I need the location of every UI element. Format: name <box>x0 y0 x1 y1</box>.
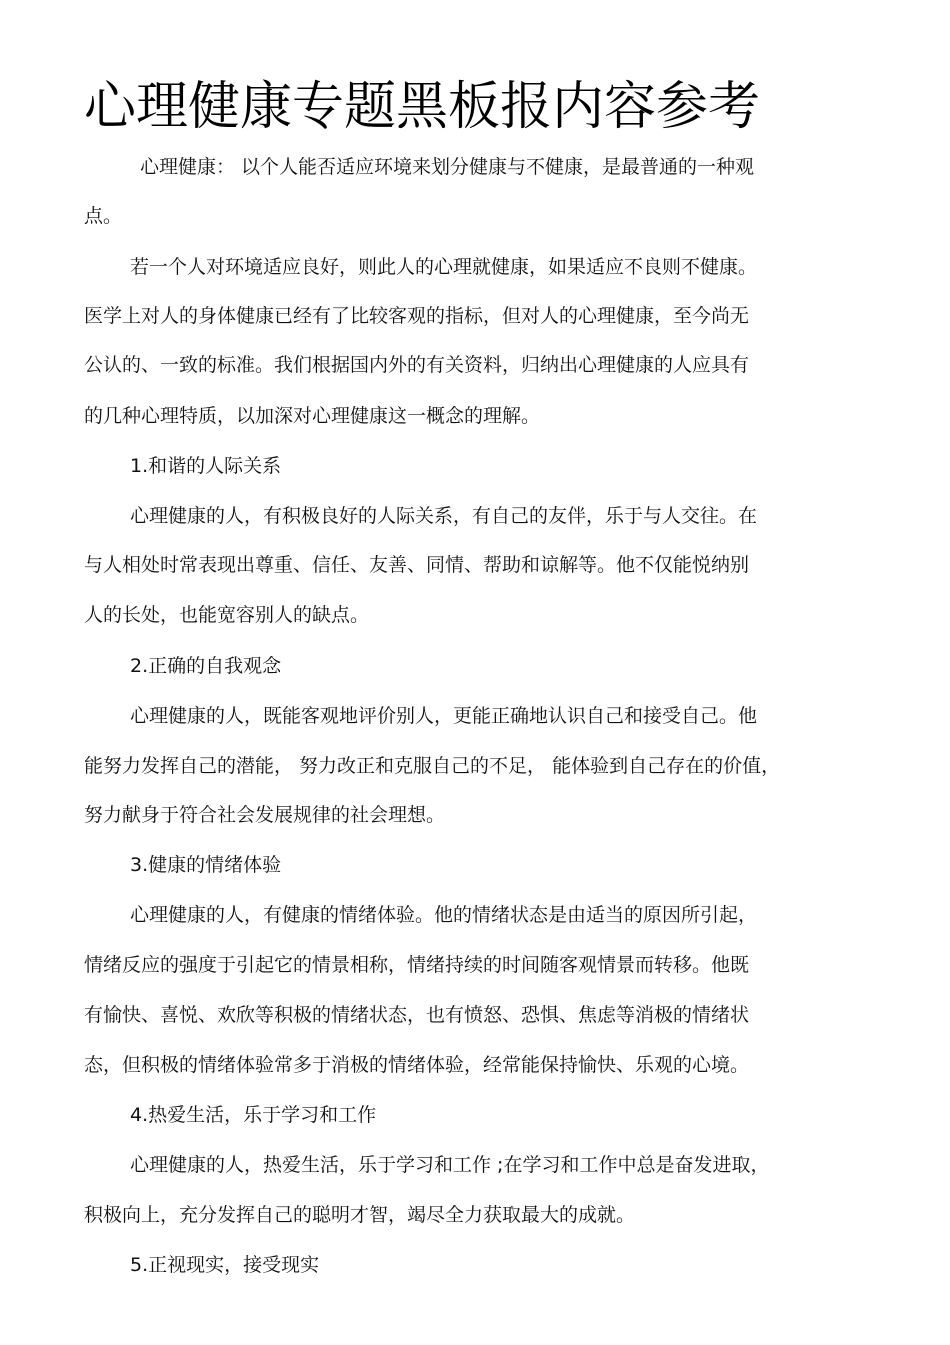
paragraph-line: 心理健康的人，既能客观地评价别人，更能正确地认识自己和接受自己。他 <box>130 705 758 727</box>
paragraph-line: 积极向上，充分发挥自己的聪明才智，竭尽全力获取最大的成就。 <box>84 1204 636 1226</box>
paragraph-line: 能努力发挥自己的潜能， 努力改正和克服自己的不足， 能体验到自己存在的价值， <box>84 755 781 777</box>
paragraph-line: 心理健康的人，热爱生活，乐于学习和工作 ;在学习和工作中总是奋发进取， <box>130 1154 770 1176</box>
paragraph-line: 心理健康的人，有积极良好的人际关系，有自己的友伴，乐于与人交往。在 <box>130 505 758 527</box>
paragraph-line: 情绪反应的强度于引起它的情景相称，情绪持续的时间随客观情景而转移。他既 <box>84 954 750 976</box>
paragraph-line: 心理健康： 以个人能否适应环境来划分健康与不健康，是最普通的一种观 <box>140 156 755 178</box>
section-heading: 1.和谐的人际关系 <box>130 455 282 477</box>
paragraph-line: 的几种心理特质，以加深对心理健康这一概念的理解。 <box>84 405 541 427</box>
paragraph-line: 与人相处时常表现出尊重、信任、友善、同情、帮助和谅解等。他不仅能悦纳别 <box>84 554 750 576</box>
paragraph-line: 态，但积极的情绪体验常多于消极的情绪体验，经常能保持愉快、乐观的心境。 <box>84 1054 750 1076</box>
paragraph-line: 努力献身于符合社会发展规律的社会理想。 <box>84 804 446 826</box>
paragraph-line: 人的长处，也能宽容别人的缺点。 <box>84 604 370 626</box>
section-heading: 2.正确的自我观念 <box>130 655 282 677</box>
paragraph-line: 公认的、一致的标准。我们根据国内外的有关资料，归纳出心理健康的人应具有 <box>84 354 750 376</box>
paragraph-line: 有愉快、喜悦、欢欣等积极的情绪状态，也有愤怒、恐惧、焦虑等消极的情绪状 <box>84 1004 750 1026</box>
section-heading: 4.热爱生活，乐于学习和工作 <box>130 1104 377 1126</box>
paragraph-line: 若一个人对环境适应良好，则此人的心理就健康，如果适应不良则不健康。 <box>130 256 758 278</box>
paragraph-line: 医学上对人的身体健康已经有了比较客观的指标，但对人的心理健康，至今尚无 <box>84 305 750 327</box>
paragraph-line: 点。 <box>84 205 123 227</box>
page-title: 心理健康专题黑板报内容参考 <box>84 77 761 137</box>
paragraph-line: 心理健康的人，有健康的情绪体验。他的情绪状态是由适当的原因所引起， <box>130 904 758 926</box>
section-heading: 3.健康的情绪体验 <box>130 854 282 876</box>
section-heading: 5.正视现实，接受现实 <box>130 1254 320 1276</box>
